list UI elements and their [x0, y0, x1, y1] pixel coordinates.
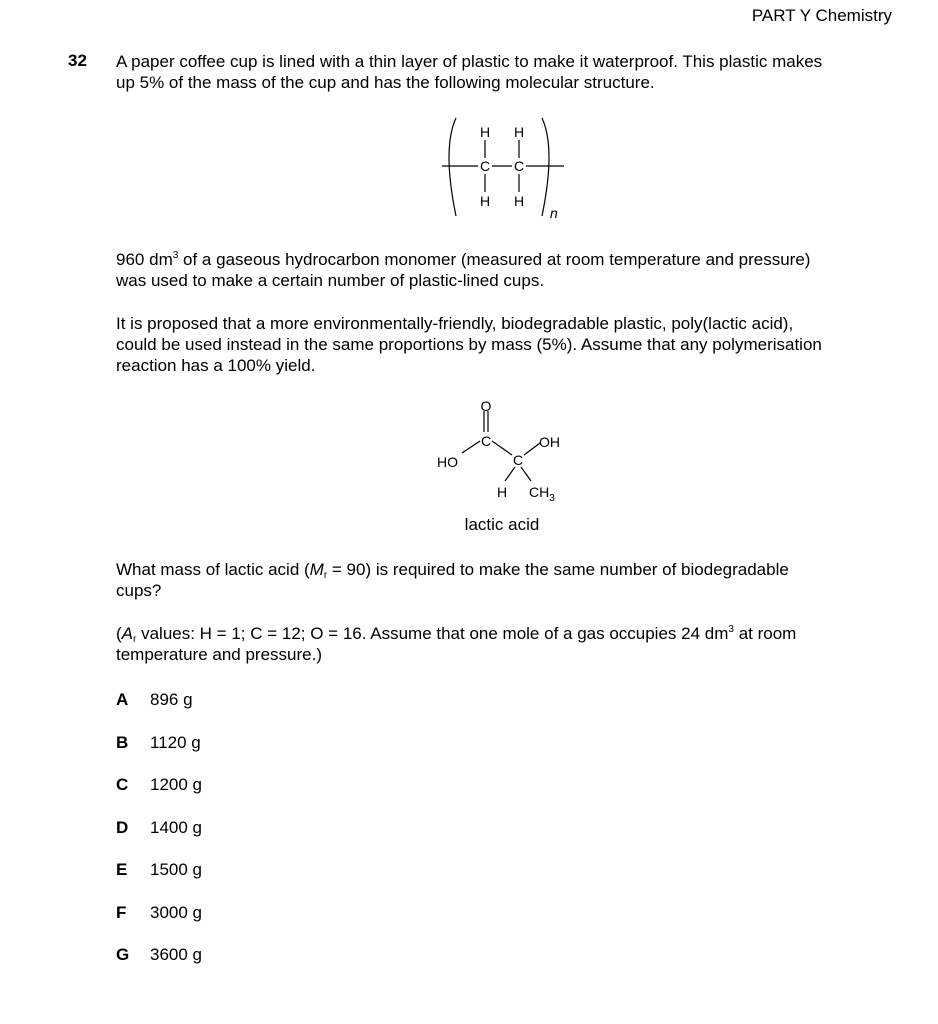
monomer-text-line-1: of a gaseous hydrocarbon monomer (measured at room temperature and pressure) — [183, 250, 811, 269]
option-value: 1120 g — [150, 733, 201, 752]
left-bracket — [449, 118, 456, 216]
ar-a-symbol: A — [121, 624, 134, 643]
option-letter: F — [116, 903, 127, 922]
proposal-line-3: reaction has a 100% yield. — [116, 356, 316, 375]
bond-c-oh — [524, 443, 540, 455]
option-a[interactable] — [116, 690, 193, 710]
bond-c-ch3 — [521, 467, 531, 481]
option-letter: G — [116, 945, 130, 964]
option-value: 3600 g — [150, 945, 202, 964]
group-oh: OH — [539, 434, 560, 450]
proposal-line-2: could be used instead in the same proportions by mass (5%). Assume that any polymerisation — [116, 335, 822, 354]
intro-line-1: A paper coffee cup is lined with a thin layer of plastic to make it waterproof. This plastic makes — [116, 52, 823, 71]
group-ho: HO — [437, 454, 458, 470]
atom-c-alpha: C — [512, 452, 524, 468]
option-g[interactable] — [116, 945, 202, 965]
bond-c-c — [492, 441, 512, 455]
section-header: PART Y Chemistry — [751, 6, 892, 25]
option-letter: E — [116, 860, 128, 879]
question-intro — [116, 51, 896, 93]
option-d[interactable] — [116, 818, 202, 838]
polymer-structure-diagram — [430, 108, 590, 228]
option-f[interactable] — [116, 903, 202, 923]
atom-o: O — [480, 398, 492, 414]
volume-unit-exponent: 3 — [172, 250, 179, 261]
volume-unit: dm — [149, 250, 173, 269]
monomer-volume: 960 — [116, 250, 145, 269]
atom-c-carbonyl: C — [480, 433, 492, 449]
monomer-paragraph — [116, 249, 896, 291]
option-letter: C — [116, 775, 129, 794]
atom-c-right: C — [513, 158, 525, 174]
question-prompt — [116, 559, 896, 601]
atom-h: H — [496, 484, 508, 500]
ar-tail: at room — [733, 624, 797, 643]
atom-c-left: C — [479, 158, 491, 174]
atom-h-top-left: H — [479, 124, 491, 140]
lactic-acid-diagram — [430, 395, 590, 540]
option-value: 896 g — [150, 690, 193, 709]
ask-post: = 90) is required to make the same number of biodegradable — [327, 560, 789, 579]
ar-r-subscript: r — [133, 634, 137, 645]
ar-values: values: H = 1; C = 12; O = 16. Assume that one mole of a gas occupies 24 — [136, 624, 701, 643]
option-e[interactable] — [116, 860, 202, 880]
ask-r-subscript: r — [323, 570, 328, 581]
monomer-text-line-2: was used to make a certain number of plastic-lined cups. — [116, 271, 545, 290]
group-ch3 — [529, 484, 555, 504]
right-bracket — [542, 118, 549, 216]
proposal-paragraph — [116, 313, 896, 376]
ask-m-symbol: M — [309, 560, 324, 579]
bond-c-h — [505, 467, 515, 481]
option-value: 1500 g — [150, 860, 202, 879]
group-ch3-subscript: 3 — [549, 493, 555, 504]
option-letter: B — [116, 733, 129, 752]
lactic-acid-caption: lactic acid — [464, 515, 540, 534]
option-value: 3000 g — [150, 903, 202, 922]
option-c[interactable] — [116, 775, 202, 795]
option-value: 1400 g — [150, 818, 202, 837]
option-value: 1200 g — [150, 775, 202, 794]
atom-h-bottom-left: H — [479, 193, 491, 209]
data-note — [116, 623, 896, 665]
ar-line-2: temperature and pressure.) — [116, 645, 322, 664]
ar-open: ( — [116, 624, 122, 643]
ar-unit-exponent: 3 — [728, 624, 734, 635]
ar-unit: dm — [704, 624, 729, 643]
option-b[interactable] — [116, 733, 201, 753]
option-letter: D — [116, 818, 129, 837]
question-number: 32 — [68, 51, 87, 70]
ask-line-2: cups? — [116, 581, 162, 600]
bond-ho-c — [462, 441, 480, 453]
atom-h-bottom-right: H — [513, 193, 525, 209]
atom-h-top-right: H — [513, 124, 525, 140]
repeat-unit-n: n — [550, 205, 558, 221]
ask-pre: What mass of lactic acid ( — [116, 560, 310, 579]
group-ch3-body: CH — [529, 484, 550, 500]
option-letter: A — [116, 690, 129, 709]
proposal-line-1: It is proposed that a more environmentally-friendly, biodegradable plastic, poly(lactic acid), — [116, 314, 794, 333]
intro-line-2: up 5% of the mass of the cup and has the following molecular structure. — [116, 73, 655, 92]
